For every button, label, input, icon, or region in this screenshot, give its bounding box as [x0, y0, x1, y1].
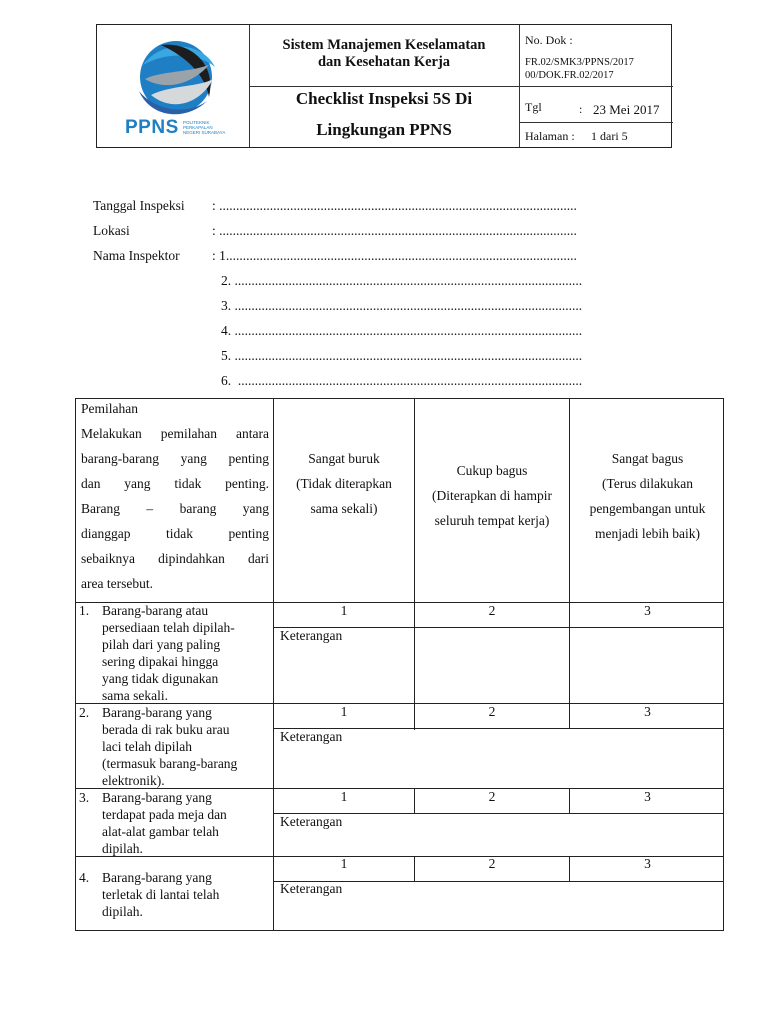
score-1-option[interactable]: 1 — [340, 789, 348, 804]
tgl-separator: : — [579, 102, 583, 116]
section-title: Pemilahan — [81, 401, 138, 416]
item-number: 3. — [79, 790, 90, 805]
system-title-line-1: Sistem Manajemen Keselamatan — [282, 37, 486, 53]
section-desc-6: sebaiknya dipindahkan dari — [81, 551, 269, 566]
score-3-option[interactable]: 3 — [644, 704, 651, 719]
checklist-item-4: Barang-barang yang terletak di lantai telah dipilah. — [102, 870, 220, 919]
section-desc-7: area tersebut. — [81, 576, 153, 591]
nama-inspektor-5: 5. ....................................................................................................... — [221, 348, 583, 363]
document-title-line-2: Lingkungan PPNS — [316, 120, 452, 139]
tgl-label: Tgl — [525, 100, 542, 114]
score-2-option[interactable]: 2 — [488, 856, 496, 871]
keterangan-label: Keterangan — [280, 814, 343, 829]
score-2-option[interactable]: 2 — [488, 704, 496, 719]
section-desc-2: barang-barang yang penting — [81, 451, 269, 466]
score-2-option[interactable]: 2 — [488, 789, 496, 804]
nama-inspektor-6: 6. ...................................................................................................... — [221, 373, 583, 388]
section-desc-3: dan yang tidak penting. — [81, 476, 269, 491]
no-dok-value — [525, 56, 634, 82]
logo-text: PPNS — [125, 117, 179, 138]
no-dok-line-1: FR.02/SMK3/PPNS/2017 — [525, 57, 634, 68]
logo-subtext-3: NEGERI SURABAYA — [183, 130, 226, 135]
nama-inspektor-3: 3. ....................................................................................................... — [221, 298, 583, 313]
score-3-option[interactable]: 3 — [644, 603, 651, 618]
score-3-option[interactable]: 3 — [644, 856, 651, 871]
nama-inspektor-2: 2. ....................................................................................................... — [221, 273, 583, 288]
score-1-option[interactable]: 1 — [340, 603, 348, 618]
rating-header-sangat-buruk: Sangat buruk (Tidak diterapkan sama sekali) — [296, 451, 392, 516]
document-title-line-1: Checklist Inspeksi 5S Di — [295, 89, 473, 108]
document-header — [96, 24, 672, 148]
halaman-value: 1 dari 5 — [591, 129, 628, 143]
rating-header-sangat-bagus: Sangat bagus (Terus dilakukan pengembangan untuk menjadi lebih baik) — [589, 451, 706, 541]
logo-subtext-1: POLITEKNIK — [183, 120, 210, 125]
score-1-option[interactable]: 1 — [340, 704, 348, 719]
tgl-value: 23 Mei 2017 — [593, 102, 660, 117]
lokasi-field: : .......................................................................................................... — [212, 223, 577, 238]
item-number: 2. — [79, 705, 90, 720]
keterangan-label: Keterangan — [280, 881, 343, 896]
halaman-label: Halaman : — [525, 129, 575, 143]
ppns-logo — [121, 35, 231, 140]
section-desc-4: Barang – barang yang — [81, 501, 269, 516]
nama-inspektor-label: Nama Inspektor — [93, 248, 180, 263]
keterangan-label: Keterangan — [280, 628, 343, 643]
score-3-option[interactable]: 3 — [644, 789, 651, 804]
item-number: 4. — [79, 870, 90, 885]
checklist-item-3: Barang-barang yang terdapat pada meja dan alat-alat gambar telah dipilah. — [102, 790, 227, 856]
score-1-option[interactable]: 1 — [340, 856, 348, 871]
nama-inspektor-4: 4. ....................................................................................................... — [221, 323, 583, 338]
no-dok-label: No. Dok : — [525, 33, 573, 47]
checklist-item-2: Barang-barang yang berada di rak buku arau laci telah dipilah (termasuk barang-barang elektronik). — [102, 705, 238, 788]
section-desc-1: Melakukan pemilahan antara — [81, 426, 269, 441]
keterangan-label: Keterangan — [280, 729, 343, 744]
lokasi-label: Lokasi — [93, 223, 130, 238]
rating-header-cukup-bagus: Cukup bagus (Diterapkan di hampir seluruh tempat kerja) — [432, 463, 552, 528]
system-title — [249, 37, 519, 71]
section-desc-5: dianggap tidak penting — [81, 526, 269, 541]
score-2-option[interactable]: 2 — [488, 603, 496, 618]
tanggal-label: Tanggal Inspeksi — [93, 198, 185, 213]
checklist-table — [75, 398, 724, 931]
no-dok-line-2: 00/DOK.FR.02/2017 — [525, 70, 614, 81]
checklist-item-1: Barang-barang atau persediaan telah dipilah- pilah dari yang paling sering dipakai hingga yang tidak digunakan sama sekali. — [102, 603, 235, 703]
item-number: 1. — [79, 603, 90, 618]
nama-inspektor-1: : 1........................................................................................................ — [212, 248, 577, 263]
logo-subtext-2: PERKAPALAN — [183, 125, 213, 130]
tanggal-field: : .......................................................................................................... — [212, 198, 577, 213]
system-title-line-2: dan Kesehatan Kerja — [317, 54, 451, 70]
